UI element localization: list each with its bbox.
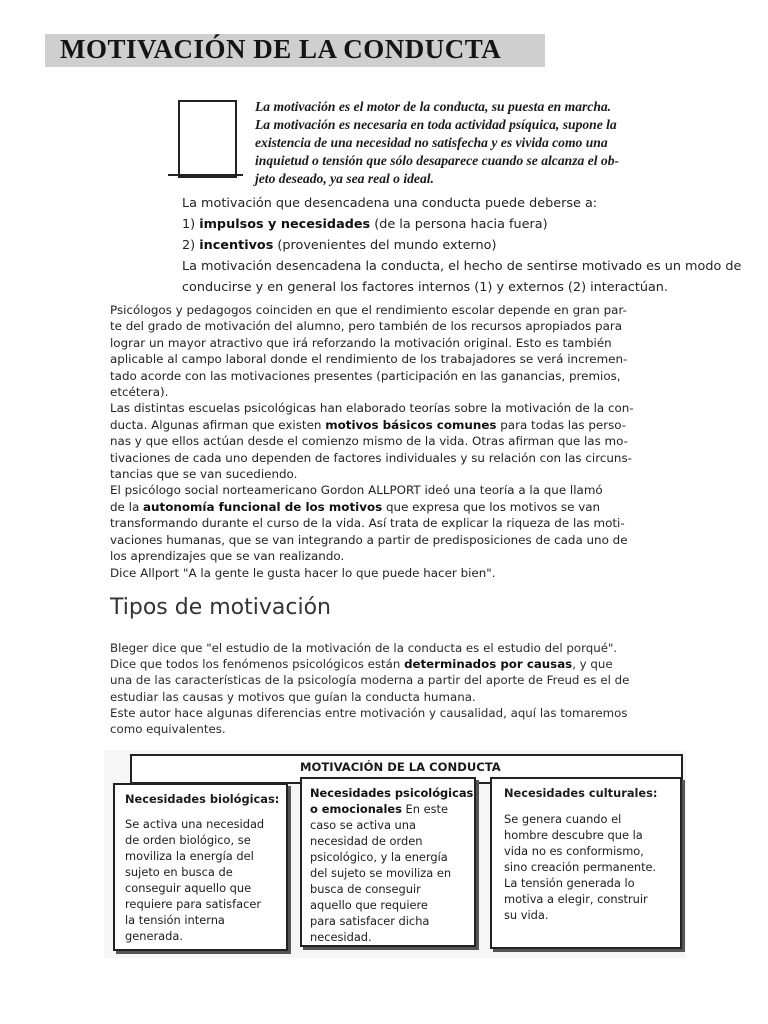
causes-text: conducirse y en general los factores internos (1) y externos (2) interactúan. xyxy=(182,280,668,295)
card-necesidades-culturales xyxy=(490,777,682,949)
bold-term: motivos básicos comunes xyxy=(325,417,497,432)
cause-item-term: incentivos xyxy=(199,238,274,253)
empty-box-graphic xyxy=(178,100,237,178)
card-line: Se genera cuando el xyxy=(504,812,622,826)
card-line: del sujeto se moviliza en xyxy=(310,866,452,880)
bold-term: autonomía funcional de los motivos xyxy=(143,499,383,514)
card-title: Necesidades biológicas: xyxy=(125,792,280,806)
cause-item-desc: (de la persona hacia fuera) xyxy=(370,217,548,232)
card-line: En este xyxy=(401,802,448,816)
text-run: para todas las perso- xyxy=(496,417,627,432)
card-line: necesidad de orden xyxy=(310,834,423,848)
text-line: Bleger dice que "el estudio de la motivación de la conducta es el estudio del porqué". xyxy=(110,641,618,655)
card-title-line-2 xyxy=(310,801,466,817)
text-line: te del grado de motivación del alumno, pero también de los recursos apropiados para xyxy=(110,319,623,334)
card-necesidades-psicologicas xyxy=(300,777,476,947)
cause-item-number: 2) xyxy=(182,238,200,253)
card-title-cont: o emocionales xyxy=(310,802,402,816)
card-line: la tensión interna xyxy=(125,913,225,927)
card-line: conseguir aquello que xyxy=(125,881,252,895)
text-run: que expresa que los motivos se van xyxy=(382,499,601,514)
text-line: Psicólogos y pedagogos coinciden en que el rendimiento escolar depende en gran par- xyxy=(110,303,627,317)
card-line: requiere para satisfacer xyxy=(125,897,262,911)
card-title: Necesidades culturales: xyxy=(504,786,658,800)
text-line: como equivalentes. xyxy=(110,722,226,737)
text-run: ducta. Algunas afirman que existen xyxy=(110,417,326,432)
bleger-paragraph xyxy=(110,640,629,737)
causes-text: La motivación desencadena la conducta, el hecho de sentirse motivado es un modo de xyxy=(182,259,742,274)
text-line: una de las características de la psicología moderna a partir del aporte de Freud es el de xyxy=(110,673,630,688)
causes-section xyxy=(182,193,741,298)
intro-line: jeto deseado, ya sea real o ideal. xyxy=(255,171,434,186)
cause-item-term: impulsos y necesidades xyxy=(199,217,371,232)
text-line: Este autor hace algunas diferencias entre motivación y causalidad, aquí las tomaremos xyxy=(110,705,628,720)
card-line: para satisfacer dicha xyxy=(310,914,430,928)
text-line: tado acorde con las motivaciones presentes (participación en las ganancias, premios, xyxy=(110,368,621,383)
text-line: etcétera). xyxy=(110,385,169,400)
card-line: su vida. xyxy=(504,908,549,922)
card-line: de orden biológico, se xyxy=(125,833,251,847)
cause-item-2 xyxy=(182,235,741,256)
text-line: El psicólogo social norteamericano Gordon ALLPORT ideó una teoría a la que llamó xyxy=(110,483,603,498)
causes-lead: La motivación que desencadena una conducta puede deberse a: xyxy=(182,196,598,211)
card-line: moviliza la energía del xyxy=(125,849,254,863)
intro-line: La motivación es el motor de la conducta, su puesta en marcha. xyxy=(255,99,612,114)
text-line: aplicable al campo laboral donde el rendimiento de los trabajadores se verá incremen- xyxy=(110,352,628,367)
intro-line: existencia de una necesidad no satisfecha y es vivida como una xyxy=(255,135,608,150)
card-line: Se activa una necesidad xyxy=(125,817,265,831)
text-line: transformando durante el curso de la vida. Así trata de explicar la riqueza de las moti- xyxy=(110,516,625,531)
text-line: vaciones humanas, que se van integrando a partir de predisposiciones de cada uno de xyxy=(110,532,628,547)
intro-line: La motivación es necesaria en toda actividad psíquica, supone la xyxy=(255,117,617,132)
text-line: nas y que ellos actúan desde el comienzo mismo de la vida. Otras afirman que las mo- xyxy=(110,434,628,449)
text-line: estudiar las causas y motivos que guían la conducta humana. xyxy=(110,689,476,704)
card-title: Necesidades psicológicas xyxy=(310,786,474,800)
card-line: vida no es conformismo, xyxy=(504,844,644,858)
quote-line: Dice Allport "A la gente le gusta hacer lo que puede hacer bien". xyxy=(110,565,496,580)
text-line: tancias que se van sucediendo. xyxy=(110,467,298,482)
text-line xyxy=(110,499,634,515)
text-line xyxy=(110,656,629,672)
card-line: psicológico, y la energía xyxy=(310,850,448,864)
diagram-header-label: MOTIVACIÓN DE LA CONDUCTA xyxy=(300,760,501,774)
card-necesidades-biologicas xyxy=(113,783,288,951)
text-run: Dice que todos los fenómenos psicológicos están xyxy=(110,657,405,672)
cause-item-number: 1) xyxy=(182,217,200,232)
text-line: lograr un mayor atractivo que irá reforzando la motivación original. Esto es también xyxy=(110,335,612,350)
card-line: aquello que requiere xyxy=(310,898,428,912)
card-line: generada. xyxy=(125,929,183,943)
text-line: Las distintas escuelas psicológicas han elaborado teorías sobre la motivación de la con- xyxy=(110,401,634,416)
card-line: motiva a elegir, construir xyxy=(504,892,648,906)
card-line: necesidad. xyxy=(310,930,372,944)
intro-paragraph xyxy=(255,98,760,188)
card-line: sujeto en busca de xyxy=(125,865,233,879)
card-line: hombre descubre que la xyxy=(504,828,643,842)
card-line: caso se activa una xyxy=(310,818,416,832)
card-line: busca de conseguir xyxy=(310,882,421,896)
cause-item-desc: (provenientes del mundo externo) xyxy=(273,238,497,253)
page-title: MOTIVACIÓN DE LA CONDUCTA xyxy=(60,34,502,64)
card-line: sino creación permanente. xyxy=(504,860,657,874)
theories-paragraph xyxy=(110,302,634,581)
cause-item-1 xyxy=(182,214,741,235)
section-heading: Tipos de motivación xyxy=(110,595,331,620)
text-line: tivaciones de cada uno dependen de factores individuales y su relación con las circuns- xyxy=(110,450,632,465)
box-underline xyxy=(168,174,243,176)
text-line: los aprendizajes que se van realizando. xyxy=(110,549,345,564)
text-line xyxy=(110,417,634,433)
intro-line: inquietud o tensión que sólo desaparece cuando se alcanza el ob- xyxy=(255,153,620,168)
card-line: La tensión generada lo xyxy=(504,876,635,890)
text-run: , y que xyxy=(572,657,613,672)
text-run: de la xyxy=(110,499,144,514)
bold-term: determinados por causas xyxy=(404,657,573,672)
